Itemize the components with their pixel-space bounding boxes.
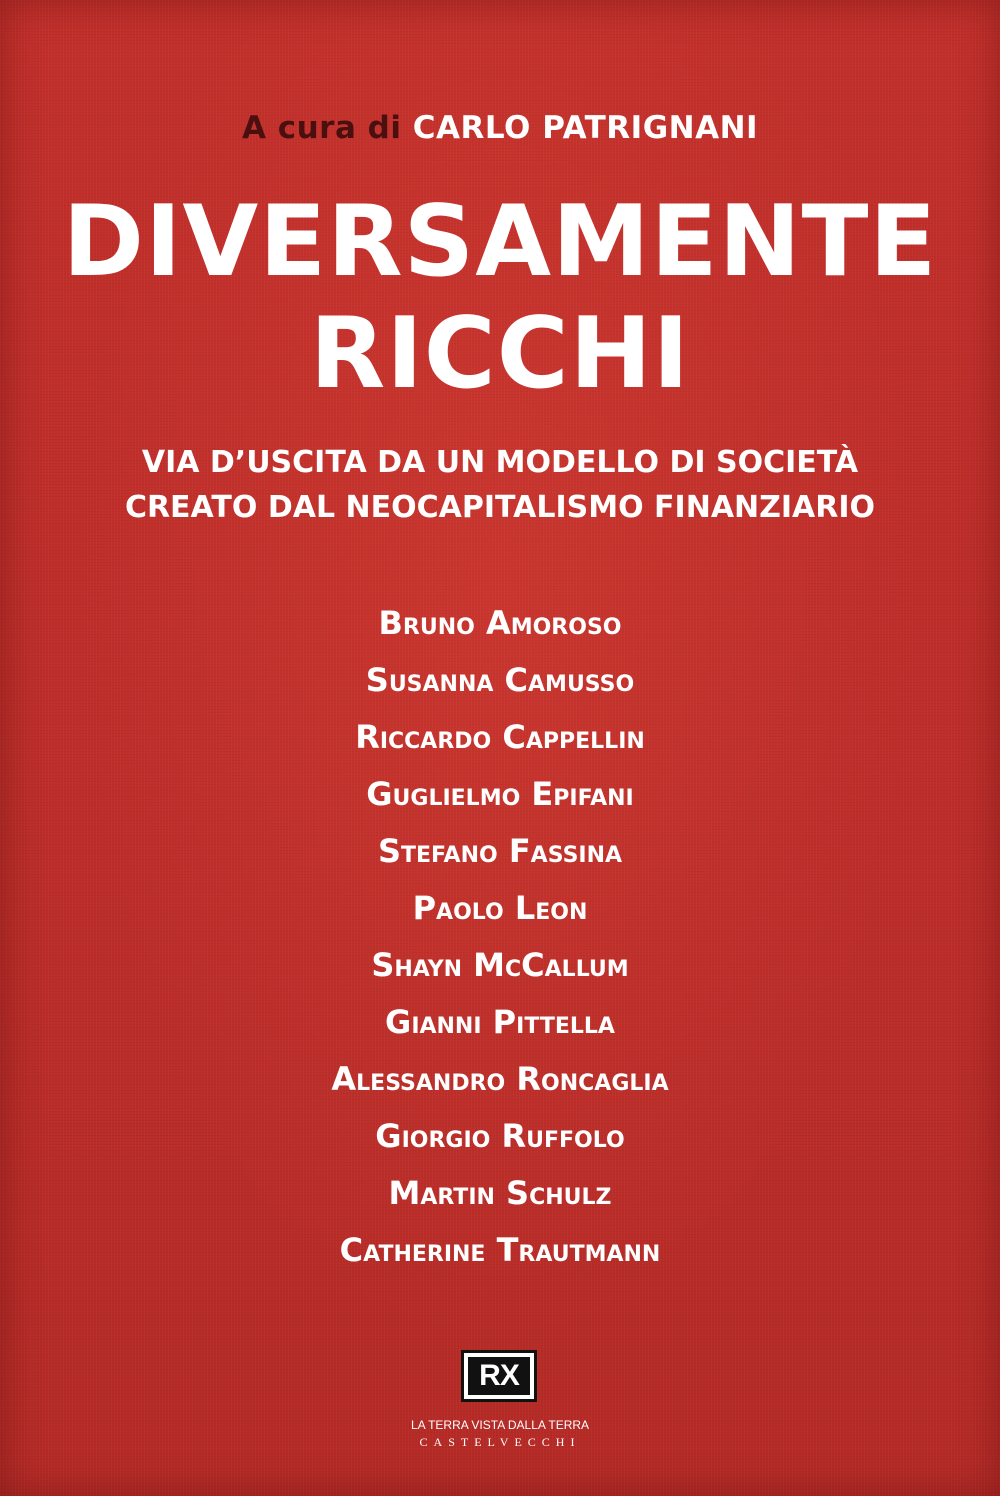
- author-list: [0, 598, 1000, 1282]
- title-line-1: DIVERSAMENTE: [62, 185, 938, 299]
- editor-prefix: A cura di: [241, 110, 402, 146]
- logo-text: RX: [468, 1357, 530, 1395]
- author-name: Gianni Pittella: [385, 1003, 615, 1041]
- series-name: LA TERRA VISTA DALLA TERRA: [410, 1418, 590, 1432]
- subtitle-line-1: VIA D’USCITA DA UN MODELLO DI SOCIETÀ: [141, 445, 859, 480]
- author-name: Stefano Fassina: [377, 832, 623, 870]
- editor-credit: [0, 110, 1000, 146]
- author-name: Paolo Leon: [412, 889, 588, 927]
- author-name: Riccardo Cappellin: [355, 718, 645, 756]
- author-name: Shayn McCallum: [371, 946, 629, 984]
- author-name: Martin Schulz: [388, 1174, 612, 1212]
- author-name: Catherine Trautmann: [339, 1231, 661, 1269]
- author-name: Giorgio Ruffolo: [375, 1117, 625, 1155]
- publisher-logo: [461, 1350, 537, 1402]
- book-title: [0, 186, 1000, 410]
- title-line-2: RICCHI: [309, 297, 691, 411]
- author-name: Alessandro Roncaglia: [331, 1060, 669, 1098]
- author-name: Bruno Amoroso: [378, 604, 622, 642]
- subtitle-line-2: CREATO DAL NEOCAPITALISMO FINANZIARIO: [124, 490, 876, 525]
- publisher-name: CASTELVECCHI: [419, 1435, 581, 1449]
- editor-name: CARLO PATRIGNANI: [412, 110, 759, 146]
- author-name: Guglielmo Epifani: [366, 775, 634, 813]
- book-subtitle: [0, 440, 1000, 530]
- author-name: Susanna Camusso: [365, 661, 635, 699]
